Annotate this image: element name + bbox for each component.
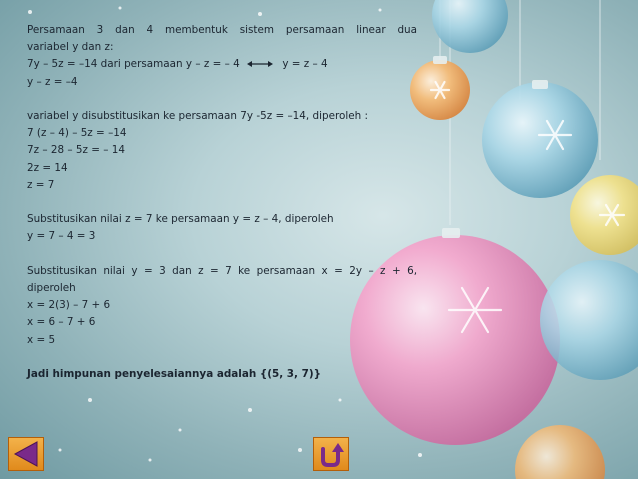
double-arrow-icon: [247, 59, 273, 69]
back-arrow-icon: [9, 438, 43, 470]
text-line-14: x = 2(3) – 7 + 6: [27, 299, 111, 312]
back-button[interactable]: [8, 437, 44, 471]
ornament-blue-large: [482, 82, 598, 198]
text-line-7: 7z – 28 – 5z = – 14: [27, 144, 125, 157]
text-line-10: Substitusikan nilai z = 7 ke persamaan y = z – 4, diperoleh: [27, 213, 334, 226]
ornament-orange-bottom: [515, 425, 605, 479]
text-line-13: diperoleh: [27, 282, 76, 294]
text-line-16: x = 5: [27, 333, 56, 346]
equation-text: 7y – 5z = –14 dari persamaan y – z = – 4: [27, 58, 240, 71]
text-line-1: Persamaan 3 dan 4 membentuk sistem persamaan linear dua: [27, 24, 417, 36]
text-line-15: x = 6 – 7 + 6: [27, 316, 96, 329]
text-line-9: z = 7: [27, 178, 55, 191]
return-button[interactable]: [313, 437, 349, 471]
text-line-8: 2z = 14: [27, 161, 68, 174]
text-line-5: variabel y disubstitusikan ke persamaan 7y -5z = –14, diperoleh :: [27, 110, 369, 122]
conclusion-text: Jadi himpunan penyelesaiannya adalah {(5, 3, 7)}: [27, 368, 321, 380]
text-line-3: [27, 56, 417, 73]
text-line-2: variabel y dan z:: [27, 41, 114, 54]
text-line-12: Substitusikan nilai y = 3 dan z = 7 ke persamaan x = 2y – z + 6,: [27, 264, 417, 277]
solution-text-block: [27, 22, 417, 383]
return-arrow-icon: [314, 438, 348, 470]
ornament-top-blue: [432, 0, 508, 53]
text-line-11: y = 7 – 4 = 3: [27, 230, 96, 243]
text-line-4: y – z = –4: [27, 75, 78, 88]
equation-result-text: y = z – 4: [282, 58, 328, 71]
text-line-6: 7 (z – 4) – 5z = –14: [27, 127, 127, 140]
